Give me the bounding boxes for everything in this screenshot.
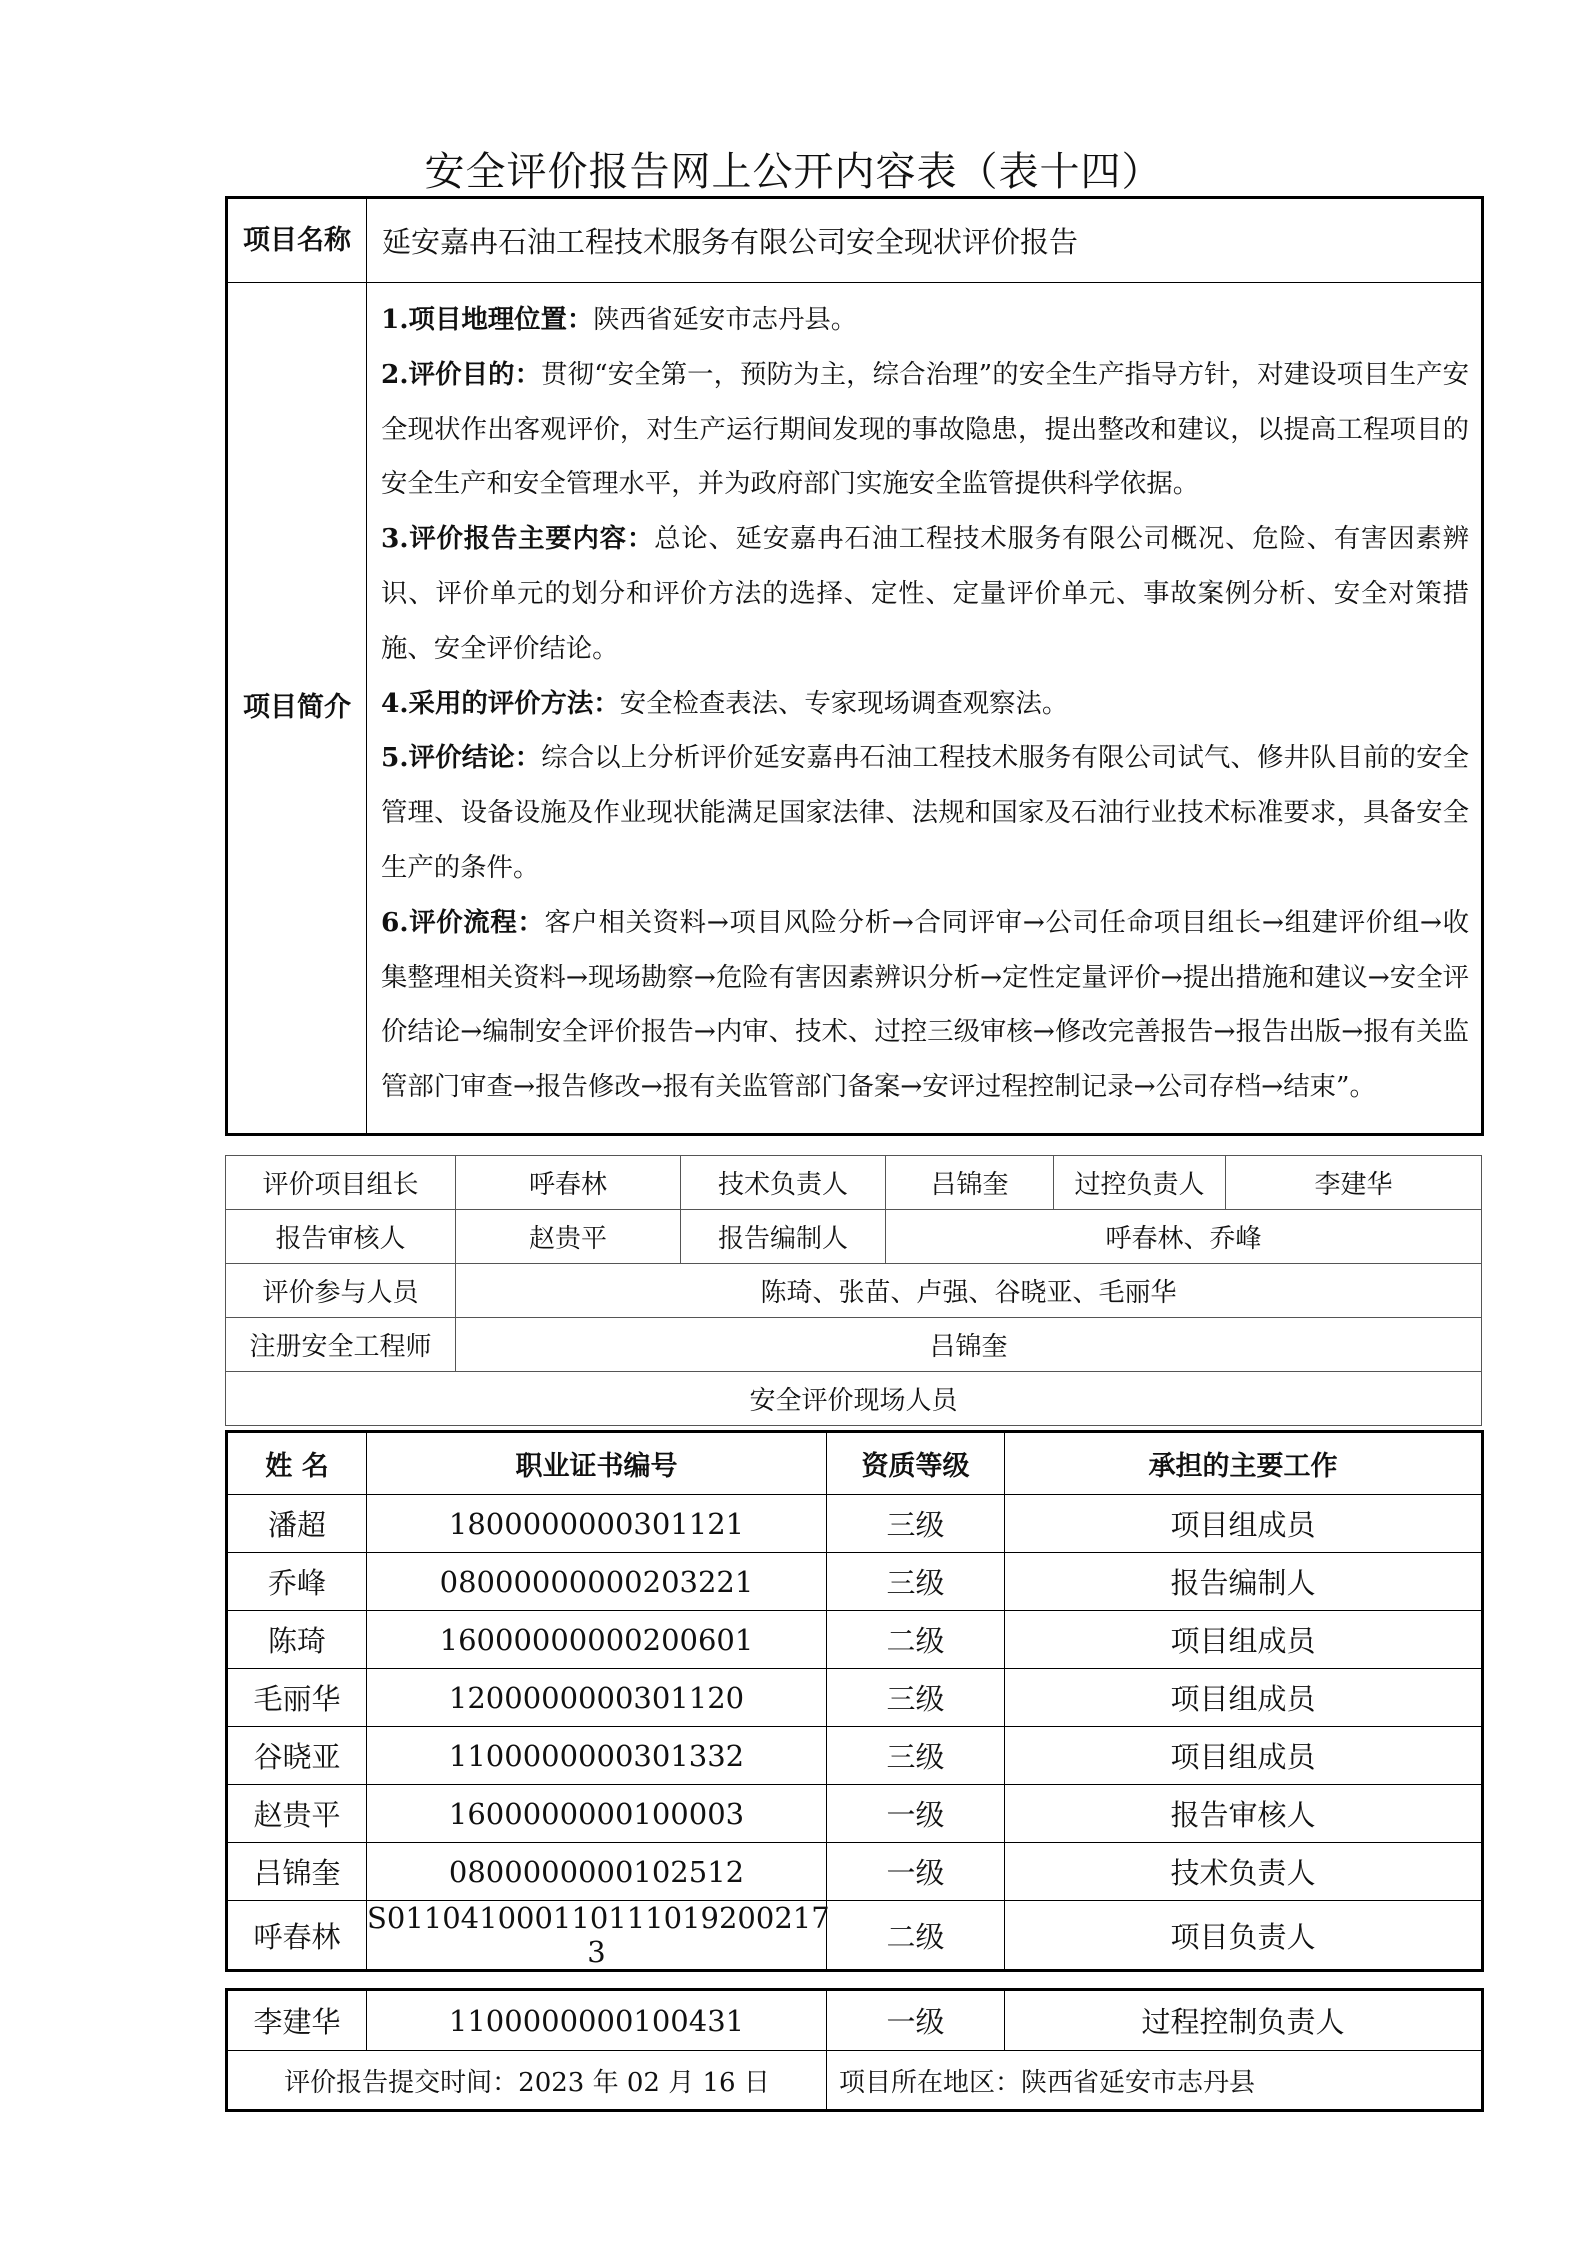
intro-item-heading: 5.评价结论： [381,742,542,774]
intro-item-location [381,293,1469,348]
person-name: 乔峰 [227,1553,367,1611]
staff-row-engineer [226,1318,1482,1372]
person-cert: 08000000000203221 [367,1553,827,1611]
intro-item-heading: 1.项目地理位置： [381,304,594,335]
intro-item-content [381,512,1469,676]
person-cert: 1100000000301332 [367,1727,827,1785]
person-level: 三级 [827,1727,1005,1785]
intro-item-text: 客户相关资料→项目风险分析→合同评审→公司任命项目组长→组建评价组→收集整理相关资料→现场勘察→危险有害因素辨识分析→定性定量评价→提出措施和建议→安全评价结论→编制安全评价报告→内审、技术、过控三级审核→修改完善报告→报告出版→报有关监管部门审查→报告修改→报有关监管部门备案→安评过程控制记录→公司存档→结束”。 [381,906,1469,1103]
person-name: 李建华 [227,1990,367,2051]
person-name: 毛丽华 [227,1669,367,1727]
author-label: 报告编制人 [681,1210,886,1264]
staff-row-participants [226,1264,1482,1318]
col-header-name: 姓 名 [227,1432,367,1495]
leader-value: 呼春林 [456,1156,681,1210]
table-row [227,1727,1483,1785]
table-row [227,1990,1483,2051]
person-name: 谷晓亚 [227,1727,367,1785]
table-row [227,1901,1483,1971]
person-duty: 项目组成员 [1005,1669,1483,1727]
project-intro-row [227,283,1483,1135]
person-level: 一级 [827,1785,1005,1843]
person-name: 潘超 [227,1495,367,1553]
person-level: 一级 [827,1990,1005,2051]
person-level: 二级 [827,1901,1005,1971]
engineer-value: 吕锦奎 [456,1318,1482,1372]
intro-item-text: 总论、延安嘉冉石油工程技术服务有限公司概况、危险、有害因素辨识、评价单元的划分和评价方法的选择、定性、定量评价单元、事故案例分析、安全对策措施、安全评价结论。 [381,523,1469,664]
tech-lead-label: 技术负责人 [681,1156,886,1210]
participants-label: 评价参与人员 [226,1264,456,1318]
intro-item-purpose [381,348,1469,512]
intro-item-methods [381,677,1469,732]
person-name: 陈琦 [227,1611,367,1669]
staff-row-leaders [226,1156,1482,1210]
person-cert: 1600000000100003 [367,1785,827,1843]
col-header-duty: 承担的主要工作 [1005,1432,1483,1495]
person-duty: 项目组成员 [1005,1727,1483,1785]
project-intro [367,283,1483,1135]
person-cert: 1100000000100431 [367,1990,827,2051]
tech-lead-value: 吕锦奎 [886,1156,1054,1210]
staff-table [225,1155,1482,1426]
person-duty: 项目组成员 [1005,1495,1483,1553]
intro-item-heading: 4.采用的评价方法： [381,687,620,719]
intro-item-heading: 3.评价报告主要内容： [381,523,655,555]
project-intro-label: 项目简介 [227,283,367,1135]
person-name: 呼春林 [227,1901,367,1971]
submit-time: 评价报告提交时间：2023 年 02 月 16 日 [227,2051,827,2111]
author-value: 呼春林、乔峰 [886,1210,1482,1264]
person-cert: 1200000000301120 [367,1669,827,1727]
control-lead-label: 过控负责人 [1054,1156,1226,1210]
person-level: 一级 [827,1843,1005,1901]
person-cert: 0800000000102512 [367,1843,827,1901]
intro-item-text: 综合以上分析评价延安嘉冉石油工程技术服务有限公司试气、修井队目前的安全管理、设备设施及作业现状能满足国家法律、法规和国家及石油行业技术标准要求，具备安全生产的条件。 [381,742,1469,883]
person-cert: 16000000000200601 [367,1611,827,1669]
intro-item-text: 贯彻“安全第一，预防为主，综合治理”的安全生产指导方针，对建设项目生产安全现状作出客观评价，对生产运行期间发现的事故隐患，提出整改和建议，以提高工程项目的安全生产和安全管理水平，并为政府部门实施安全监管提供科学依据。 [381,358,1469,500]
person-duty: 报告编制人 [1005,1553,1483,1611]
person-level: 三级 [827,1495,1005,1553]
project-region: 项目所在地区：陕西省延安市志丹县 [827,2051,1483,2111]
engineer-label: 注册安全工程师 [226,1318,456,1372]
project-name: 延安嘉冉石油工程技术服务有限公司安全现状评价报告 [367,198,1483,283]
person-duty: 技术负责人 [1005,1843,1483,1901]
person-level: 三级 [827,1553,1005,1611]
onsite-personnel-table [225,1430,1484,1972]
leader-label: 评价项目组长 [226,1156,456,1210]
person-duty: 过程控制负责人 [1005,1990,1483,2051]
person-name: 赵贵平 [227,1785,367,1843]
participants-value: 陈琦、张苗、卢强、谷晓亚、毛丽华 [456,1264,1482,1318]
table-row [227,1495,1483,1553]
person-name: 吕锦奎 [227,1843,367,1901]
intro-item-heading: 2.评价目的： [381,358,542,390]
table-row [227,1611,1483,1669]
reviewer-label: 报告审核人 [226,1210,456,1264]
table-row [227,1785,1483,1843]
person-duty: 项目负责人 [1005,1901,1483,1971]
intro-item-text: 陕西省延安市志丹县。 [593,304,858,335]
intro-item-text: 安全检查表法、专家现场调查观察法。 [619,687,1069,719]
reviewer-value: 赵贵平 [456,1210,681,1264]
project-info-table [225,196,1484,1136]
project-name-label: 项目名称 [227,198,367,283]
table-row [227,1669,1483,1727]
page-title: 安全评价报告网上公开内容表（表十四） [424,149,1163,195]
person-cert: S011041000110111019200217​3 [367,1901,830,1969]
table-row [227,1553,1483,1611]
person-level: 二级 [827,1611,1005,1669]
person-duty: 项目组成员 [1005,1611,1483,1669]
footer-table [225,1988,1484,2112]
intro-item-process [381,896,1469,1115]
control-lead-value: 李建华 [1226,1156,1482,1210]
onsite-header-row [227,1432,1483,1495]
intro-item-heading: 6.评价流程： [381,906,545,938]
person-level: 三级 [827,1669,1005,1727]
table-row [227,1843,1483,1901]
staff-row-onsite-title [226,1372,1482,1426]
col-header-cert: 职业证书编号 [367,1432,827,1495]
person-duty: 报告审核人 [1005,1785,1483,1843]
onsite-title: 安全评价现场人员 [226,1372,1482,1426]
project-name-row [227,198,1483,283]
col-header-level: 资质等级 [827,1432,1005,1495]
staff-row-review [226,1210,1482,1264]
intro-item-conclusion [381,731,1469,895]
report-meta-row [227,2051,1483,2111]
person-cert: 1800000000301121 [367,1495,827,1553]
